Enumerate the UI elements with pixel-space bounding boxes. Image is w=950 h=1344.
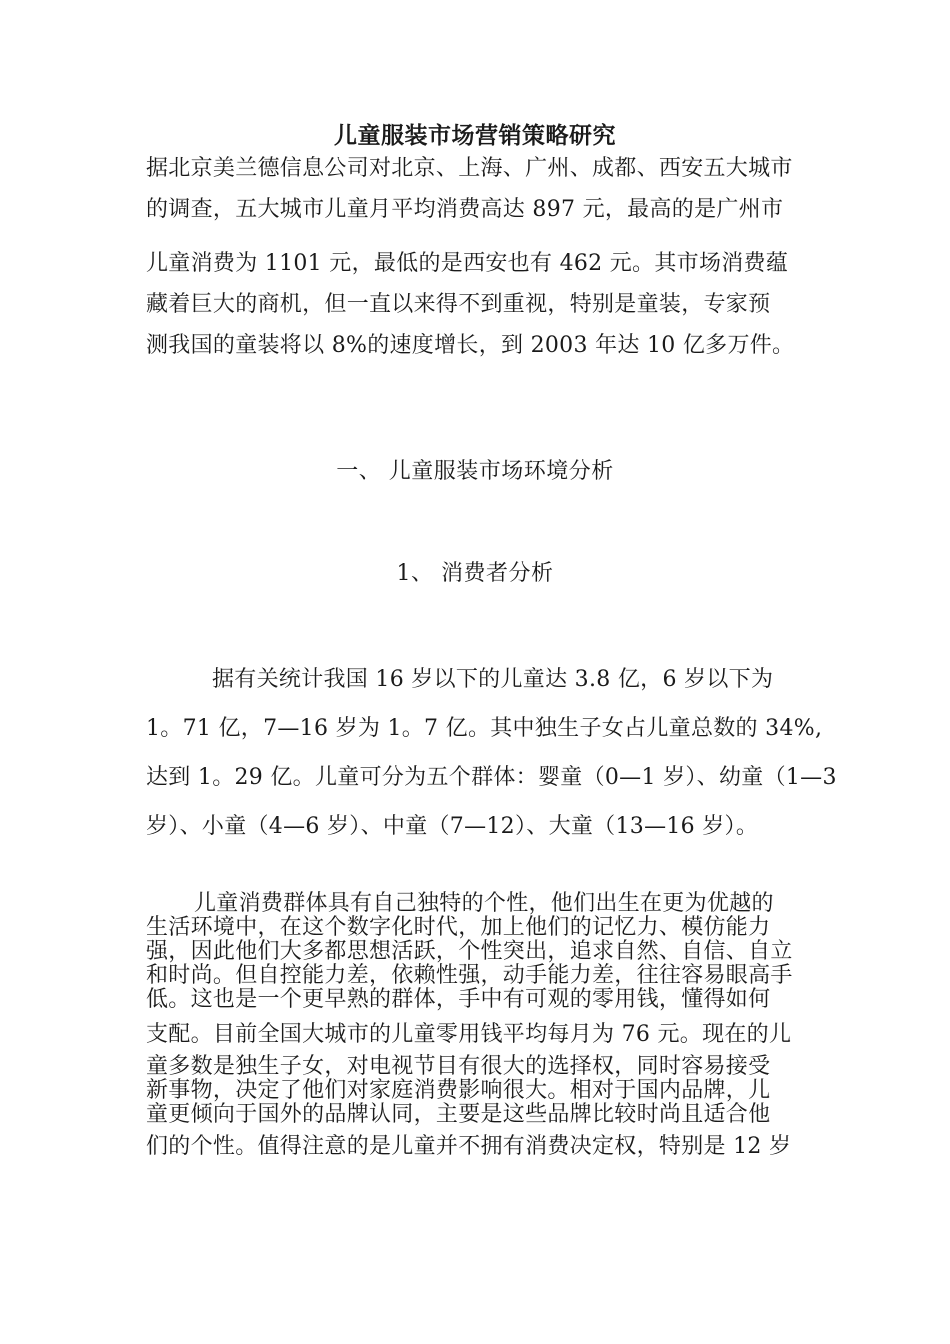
paragraph-line: 1。71 亿，7—16 岁为 1。7 亿。其中独生子女占儿童总数的 34%, (146, 716, 823, 741)
paragraph-line: 岁）、小童（4—6 岁）、中童（7—12）、大童（13—16 岁）。 (146, 814, 759, 839)
paragraph-line: 据北京美兰德信息公司对北京、上海、广州、成都、西安五大城市 (146, 156, 793, 181)
paragraph-line: 据有关统计我国 16 岁以下的儿童达 3.8 亿，6 岁以下为 (212, 667, 774, 692)
paragraph-line: 们的个性。值得注意的是儿童并不拥有消费决定权，特别是 12 岁 (146, 1134, 792, 1159)
paragraph-line: 支配。目前全国大城市的儿童零用钱平均每月为 76 元。现在的儿 (146, 1022, 792, 1047)
paragraph-line: 的调查，五大城市儿童月平均消费高达 897 元，最高的是广州市 (146, 197, 784, 222)
section-heading: 一、 儿童服装市场环境分析 (336, 459, 614, 484)
paragraph-line: 强，因此他们大多都思想活跃，个性突出，追求自然、自信、自立 (146, 939, 793, 964)
paragraph-line: 童更倾向于国外的品牌认同，主要是这些品牌比较时尚且适合他 (146, 1102, 771, 1127)
paragraph-line: 测我国的童装将以 8%的速度增长，到 2003 年达 10 亿多万件。 (146, 333, 795, 358)
document-title: 儿童服装市场营销策略研究 (334, 122, 616, 149)
paragraph-line: 藏着巨大的商机，但一直以来得不到重视，特别是童装，专家预 (146, 292, 771, 317)
paragraph-line: 儿童消费群体具有自己独特的个性，他们出生在更为优越的 (194, 891, 774, 916)
intro-paragraph (146, 148, 811, 366)
consumer-traits-paragraph (146, 892, 811, 1159)
subsection-heading: 1、 消费者分析 (396, 561, 554, 586)
paragraph-line: 和时尚。但自控能力差，依赖性强，动手能力差，往往容易眼高手 (146, 963, 793, 988)
paragraph-line: 童多数是独生子女，对电视节目有很大的选择权，同时容易接受 (146, 1054, 771, 1079)
statistics-paragraph (146, 655, 837, 851)
paragraph-line: 新事物，决定了他们对家庭消费影响很大。相对于国内品牌，儿 (146, 1078, 771, 1103)
paragraph-line: 儿童消费为 1101 元，最低的是西安也有 462 元。其市场消费蕴 (146, 251, 789, 276)
paragraph-line: 达到 1。29 亿。儿童可分为五个群体：婴童（0—1 岁）、幼童（1—3 (146, 765, 837, 790)
paragraph-line: 生活环境中，在这个数字化时代，加上他们的记忆力、模仿能力 (146, 915, 771, 940)
paragraph-line: 低。这也是一个更早熟的群体，手中有可观的零用钱，懂得如何 (146, 987, 771, 1012)
